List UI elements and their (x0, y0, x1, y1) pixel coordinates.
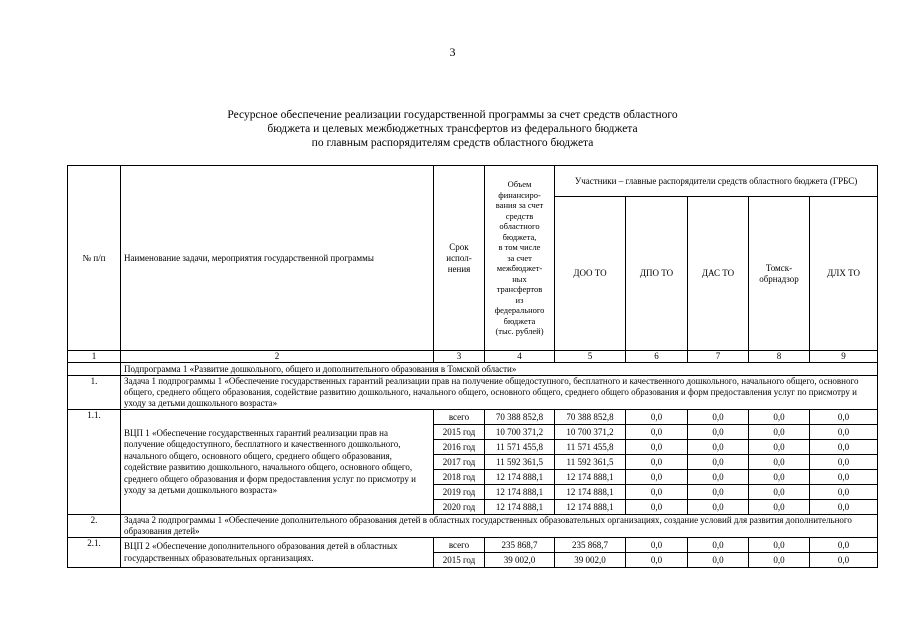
dpo-cell: 0,0 (626, 538, 688, 553)
das-cell: 0,0 (688, 425, 749, 440)
table-row (68, 538, 878, 553)
das-cell: 0,0 (688, 485, 749, 500)
col-number: 2 (121, 351, 434, 363)
col-number: 9 (810, 351, 878, 363)
dlh-cell: 0,0 (810, 440, 878, 455)
title-line: по главным распорядителям средств областного бюджета (311, 137, 594, 149)
term-cell: всего (434, 410, 485, 425)
total-cell: 12 174 888,1 (485, 500, 555, 515)
measure-number: 1.1. (68, 410, 121, 515)
tomsk-cell: 0,0 (749, 410, 810, 425)
column-numbers-row (68, 351, 878, 363)
table-row (68, 410, 878, 425)
header-row (68, 166, 878, 197)
das-cell: 0,0 (688, 410, 749, 425)
das-cell: 0,0 (688, 538, 749, 553)
task-text: Задача 2 подпрограммы 1 «Обеспечение дополнительного образования детей в областных государственных образовательных организациях, создание условий для развития дополнительного образования детей» (121, 515, 878, 538)
das-cell: 0,0 (688, 470, 749, 485)
header-grbs-dpo: ДПО ТО (626, 197, 688, 351)
resource-table (67, 165, 878, 568)
col-number: 6 (626, 351, 688, 363)
header-num: № п/п (68, 166, 121, 351)
term-cell: 2020 год (434, 500, 485, 515)
doo-cell: 70 388 852,8 (555, 410, 626, 425)
task-row (68, 515, 878, 538)
total-cell: 11 592 361,5 (485, 455, 555, 470)
task-number: 2. (68, 515, 121, 538)
tomsk-cell: 0,0 (749, 455, 810, 470)
tomsk-cell: 0,0 (749, 470, 810, 485)
header-grbs-tomsk: Томск-обрнадзор (749, 197, 810, 351)
dpo-cell: 0,0 (626, 425, 688, 440)
term-cell: 2015 год (434, 553, 485, 568)
dlh-cell: 0,0 (810, 485, 878, 500)
total-cell: 70 388 852,8 (485, 410, 555, 425)
total-cell: 12 174 888,1 (485, 485, 555, 500)
header-financing: Объем финансиро- вания за счет средств областного бюджета, в том числе за счет межбюджет- ных трансфертов из федерального бюджета (тыс. рублей) (485, 166, 555, 351)
doo-cell: 12 174 888,1 (555, 470, 626, 485)
task-number: 1. (68, 376, 121, 410)
term-cell: 2019 год (434, 485, 485, 500)
das-cell: 0,0 (688, 500, 749, 515)
total-cell: 10 700 371,2 (485, 425, 555, 440)
doo-cell: 11 592 361,5 (555, 455, 626, 470)
total-cell: 39 002,0 (485, 553, 555, 568)
task-text: Задача 1 подпрограммы 1 «Обеспечение государственных гарантий реализации прав на получение общедоступного, бесплатного и качественного дошкольного, начального общего, основного общего, среднего общего образования, содействие развитию дошкольного, начального общего, основного общего, среднего общего образования и форм предоставления услуг по присмотру и уходу за детьми дошкольного возраста» (121, 376, 878, 410)
task-row (68, 376, 878, 410)
term-cell: 2017 год (434, 455, 485, 470)
dlh-cell: 0,0 (810, 455, 878, 470)
dlh-cell: 0,0 (810, 500, 878, 515)
measure-text: ВЦП 1 «Обеспечение государственных гарантий реализации прав на получение общедоступного, бесплатного и качественного дошкольного, начального общего, основного общего, среднего общего образования, содействие развитию дошкольного, начального общего, основного общего, среднего общего образования и форм предоставления услуг по присмотру и уходу за детьми дошкольного возраста» (121, 410, 434, 515)
total-cell: 12 174 888,1 (485, 470, 555, 485)
total-cell: 235 868,7 (485, 538, 555, 553)
term-cell: 2015 год (434, 425, 485, 440)
measure-text: ВЦП 2 «Обеспечение дополнительного образования детей в областных государственных образовательных организациях. (121, 538, 434, 568)
title-line: бюджета и целевых межбюджетных трансфертов из федерального бюджета (267, 123, 638, 135)
dpo-cell: 0,0 (626, 500, 688, 515)
tomsk-cell: 0,0 (749, 500, 810, 515)
col-number: 5 (555, 351, 626, 363)
document-title (0, 108, 905, 150)
dpo-cell: 0,0 (626, 553, 688, 568)
dlh-cell: 0,0 (810, 470, 878, 485)
col-number: 7 (688, 351, 749, 363)
page-number: 3 (449, 45, 456, 59)
dlh-cell: 0,0 (810, 425, 878, 440)
total-cell: 11 571 455,8 (485, 440, 555, 455)
tomsk-cell: 0,0 (749, 538, 810, 553)
dpo-cell: 0,0 (626, 455, 688, 470)
dlh-cell: 0,0 (810, 538, 878, 553)
term-cell: 2016 год (434, 440, 485, 455)
das-cell: 0,0 (688, 553, 749, 568)
header-grbs-doo: ДОО ТО (555, 197, 626, 351)
doo-cell: 235 868,7 (555, 538, 626, 553)
doo-cell: 12 174 888,1 (555, 500, 626, 515)
col-number: 4 (485, 351, 555, 363)
doo-cell: 11 571 455,8 (555, 440, 626, 455)
doo-cell: 10 700 371,2 (555, 425, 626, 440)
header-participants: Участники – главные распорядители средств областного бюджета (ГРБС) (555, 166, 878, 197)
dpo-cell: 0,0 (626, 440, 688, 455)
doo-cell: 39 002,0 (555, 553, 626, 568)
tomsk-cell: 0,0 (749, 440, 810, 455)
dpo-cell: 0,0 (626, 410, 688, 425)
header-name: Наименование задачи, мероприятия государственной программы (121, 166, 434, 351)
tomsk-cell: 0,0 (749, 553, 810, 568)
term-cell: 2018 год (434, 470, 485, 485)
tomsk-cell: 0,0 (749, 485, 810, 500)
header-term: Срок испол-нения (434, 166, 485, 351)
col-number: 8 (749, 351, 810, 363)
title-line: Ресурсное обеспечение реализации государственной программы за счет средств областного (227, 109, 678, 121)
dpo-cell: 0,0 (626, 470, 688, 485)
dlh-cell: 0,0 (810, 553, 878, 568)
subprogram-title: Подпрограмма 1 «Развитие дошкольного, общего и дополнительного образования в Томской области» (121, 363, 878, 376)
doo-cell: 12 174 888,1 (555, 485, 626, 500)
das-cell: 0,0 (688, 440, 749, 455)
subprogram-row (68, 363, 878, 376)
dlh-cell: 0,0 (810, 410, 878, 425)
term-cell: всего (434, 538, 485, 553)
measure-number: 2.1. (68, 538, 121, 568)
col-number: 3 (434, 351, 485, 363)
dpo-cell: 0,0 (626, 485, 688, 500)
header-grbs-das: ДАС ТО (688, 197, 749, 351)
tomsk-cell: 0,0 (749, 425, 810, 440)
das-cell: 0,0 (688, 455, 749, 470)
header-grbs-dlh: ДЛХ ТО (810, 197, 878, 351)
col-number: 1 (68, 351, 121, 363)
